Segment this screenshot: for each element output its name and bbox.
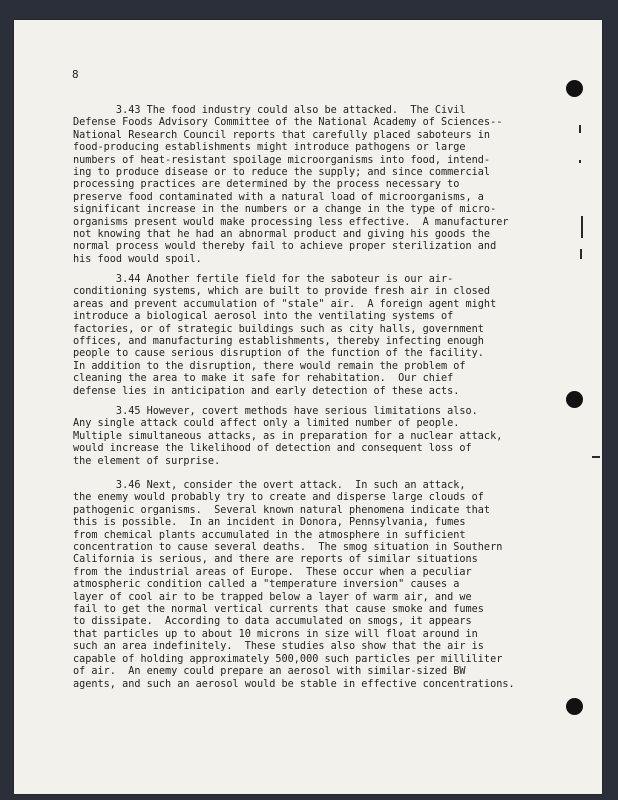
text-line: 3.45 However, covert methods have serious limitations also. (73, 406, 478, 417)
text-line: food-producing establishments might introduce pathogens or large (73, 142, 466, 154)
text-line: introduce a biological aerosol into the ventilating systems of (73, 311, 454, 323)
text-line: areas and prevent accumulation of "stale" air. A foreign agent might (73, 298, 497, 310)
scan-mark (580, 249, 582, 259)
text-line: processing practices are determined by the process necessary to (73, 179, 460, 191)
text-line: numbers of heat-resistant spoilage microorganisms into food, intend- (73, 154, 491, 166)
text-line: the element of surprise. (73, 455, 221, 467)
text-line: normal process would thereby fail to achieve proper sterilization and (73, 241, 497, 253)
text-line: preserve food contaminated with a natural load of microorganisms, a (73, 191, 484, 203)
text-line: defense lies in anticipation and early detection of these acts. (73, 385, 460, 397)
text-line: concentration to cause several deaths. The smog situation in Southern (73, 542, 503, 554)
scan-mark (581, 216, 583, 238)
text-line: 3.43 The food industry could also be attacked. The Civil (73, 105, 466, 116)
text-line: would increase the likelihood of detection and consequent loss of (73, 443, 472, 455)
text-line: fail to get the normal vertical currents that cause smoke and fumes (73, 604, 484, 616)
text-line: the enemy would probably try to create and disperse large clouds of (73, 492, 484, 504)
paragraph-3-43 (73, 105, 533, 266)
text-line: agents, and such an aerosol would be stable in effective concentrations. (73, 678, 515, 690)
text-line: California is serious, and there are reports of similar situations (73, 554, 478, 566)
text-line: significant increase in the numbers or a change in the type of micro- (73, 204, 497, 216)
text-line: atmospheric condition called a "temperature inversion" causes a (73, 579, 460, 591)
text-line: 3.44 Another fertile field for the saboteur is our air- (73, 274, 454, 285)
scan-mark (592, 456, 600, 458)
text-line: people to cause serious disruption of the function of the facility. (73, 348, 484, 360)
text-line: of air. An enemy could prepare an aerosol with similar-sized BW (73, 666, 466, 678)
text-line: conditioning systems, which are built to provide fresh air in closed (73, 286, 491, 298)
text-line: that particles up to about 10 microns in size will float around in (73, 628, 478, 640)
text-line: from chemical plants accumulated in the atmosphere in sufficient (73, 529, 466, 541)
text-line: organisms present would make processing less effective. A manufacturer (73, 216, 509, 228)
scan-mark (579, 125, 581, 133)
paragraph-3-46 (73, 480, 533, 691)
text-line: 3.46 Next, consider the overt attack. In such an attack, (73, 480, 466, 491)
text-line: such an area indefinitely. These studies also show that the air is (73, 641, 484, 653)
text-line: layer of cool air to be trapped below a layer of warm air, and we (73, 591, 472, 603)
text-line: this is possible. In an incident in Donora, Pennsylvania, fumes (73, 517, 466, 529)
paragraph-3-45 (73, 406, 533, 468)
text-line: factories, or of strategic buildings such as city halls, government (73, 323, 484, 335)
document-page (14, 20, 602, 794)
paragraph-3-44 (73, 274, 533, 398)
punch-hole-icon (566, 80, 583, 97)
text-line: In addition to the disruption, there would remain the problem of (73, 360, 466, 372)
text-line: pathogenic organisms. Several known natural phenomena indicate that (73, 504, 491, 516)
text-line: not knowing that he had an abnormal product and giving his goods the (73, 229, 491, 241)
punch-hole-icon (566, 698, 583, 715)
text-line: National Research Council reports that carefully placed saboteurs in (73, 129, 491, 141)
text-line: his food would spoil. (73, 253, 202, 265)
text-line: ing to produce disease or to reduce the supply; and since commercial (73, 167, 491, 179)
text-line: Multiple simultaneous attacks, as in preparation for a nuclear attack, (73, 430, 503, 442)
text-line: from the industrial areas of Europe. These occur when a peculiar (73, 566, 472, 578)
text-line: to dissipate. According to data accumulated on smogs, it appears (73, 616, 472, 628)
text-line: capable of holding approximately 500,000 such particles per milliliter (73, 653, 503, 665)
text-line: Defense Foods Advisory Committee of the National Academy of Sciences-- (73, 117, 503, 129)
text-line: cleaning the area to make it safe for rehabitation. Our chief (73, 373, 454, 385)
punch-hole-icon (566, 391, 583, 408)
text-line: offices, and manufacturing establishments, thereby infecting enough (73, 336, 484, 348)
text-line: Any single attack could affect only a limited number of people. (73, 418, 460, 430)
scan-mark (579, 160, 581, 163)
page-number: 8 (72, 68, 79, 81)
